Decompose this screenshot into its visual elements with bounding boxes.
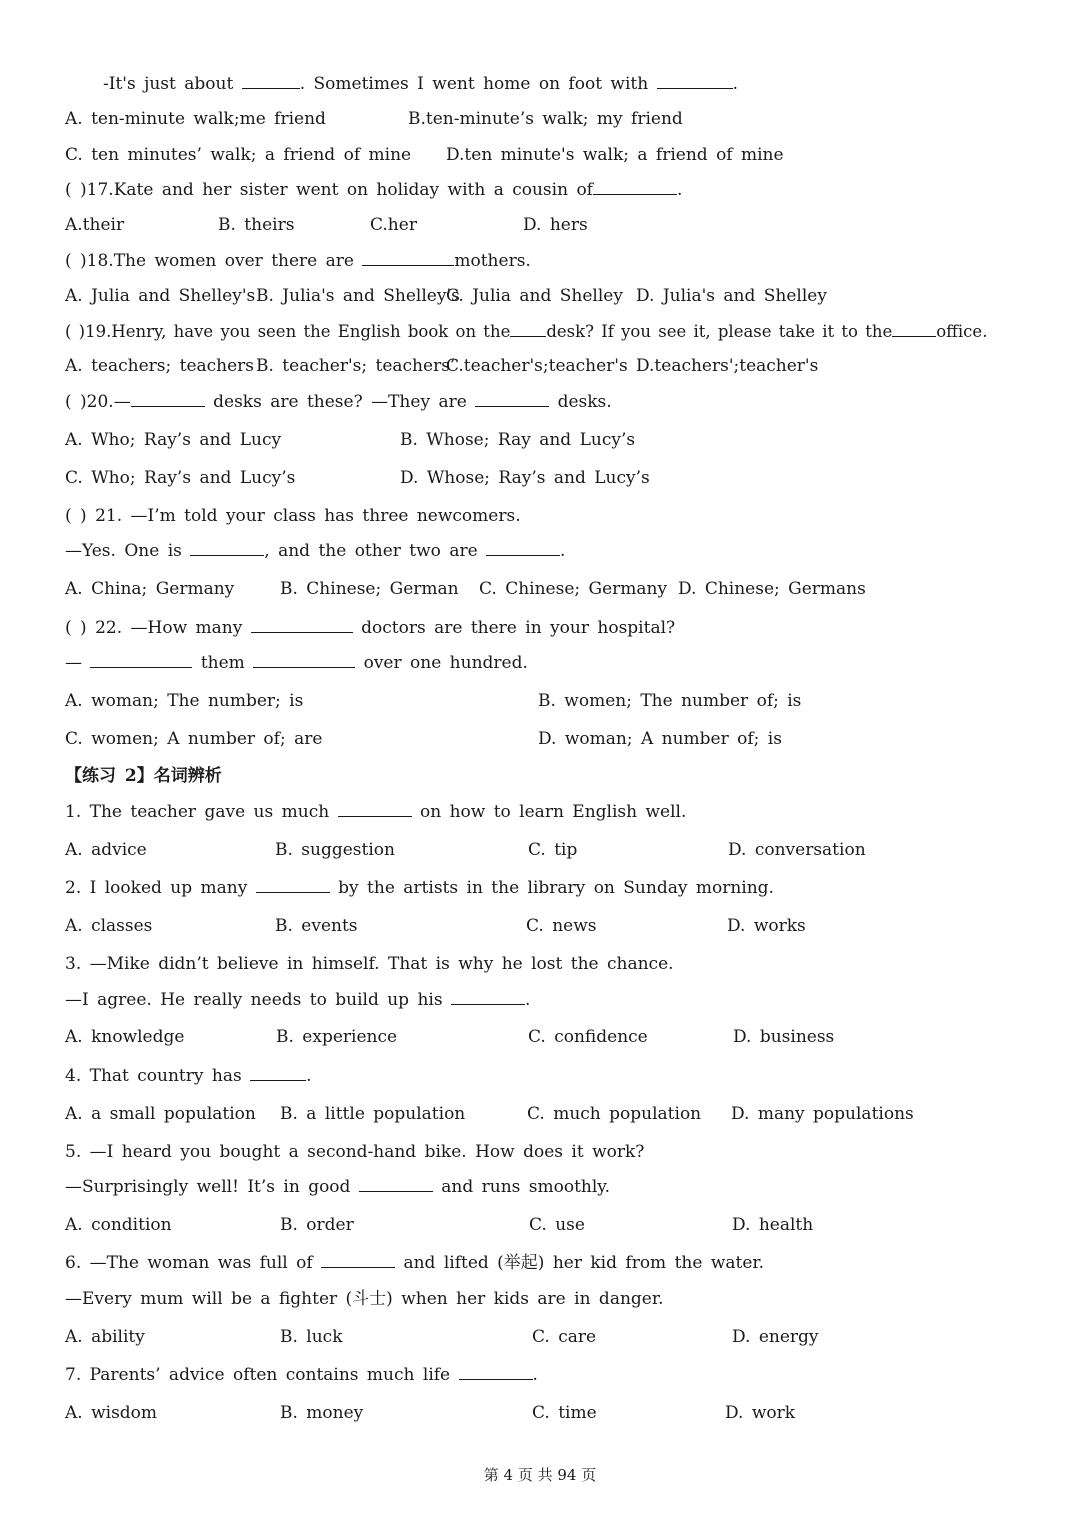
q18-option-a: A. Julia and Shelley's: [65, 286, 256, 306]
q16-option-c: C. ten minutes’ walk; a friend of mine: [65, 145, 412, 165]
answer-blank[interactable]: [593, 180, 677, 195]
q22-stem: ( ) 22. —How many doctors are there in your hospital?: [65, 618, 676, 638]
p1-option-d: D. conversation: [728, 840, 866, 860]
p3-option-c: C. confidence: [528, 1027, 648, 1047]
q20-option-d: D. Whose; Ray’s and Lucy’s: [400, 468, 650, 488]
p1-option-a: A. advice: [65, 840, 147, 860]
q22-option-b: B. women; The number of; is: [538, 691, 802, 711]
p1-option-b: B. suggestion: [275, 840, 395, 860]
p3-reply: —I agree. He really needs to build up his .: [65, 990, 531, 1010]
p6-option-b: B. luck: [280, 1327, 343, 1347]
q21-stem: ( ) 21. —I’m told your class has three newcomers.: [65, 506, 521, 526]
q17-stem: ( )17.Kate and her sister went on holiday with a cousin of .: [65, 180, 683, 200]
answer-blank[interactable]: [338, 802, 412, 817]
p6-option-c: C. care: [532, 1327, 597, 1347]
answer-blank[interactable]: [190, 541, 264, 556]
answer-blank[interactable]: [459, 1365, 533, 1380]
answer-blank[interactable]: [657, 74, 733, 89]
p2-option-b: B. events: [275, 916, 358, 936]
q21-reply: —Yes. One is , and the other two are .: [65, 541, 566, 561]
p7-option-c: C. time: [532, 1403, 597, 1423]
p1-stem: 1. The teacher gave us much on how to learn English well.: [65, 802, 687, 822]
q22-option-d: D. woman; A number of; is: [538, 729, 782, 749]
p3-option-d: D. business: [733, 1027, 835, 1047]
q19-option-d: D.teachers';teacher's: [636, 356, 819, 376]
q17-option-d: D. hers: [523, 215, 588, 235]
page-number-footer: 第 4 页 共 94 页: [483, 1466, 597, 1484]
answer-blank[interactable]: [242, 74, 300, 89]
q17-option-c: C.her: [370, 215, 417, 235]
q19-stem: ( )19.Henry, have you seen the English book on the desk? If you see it, please take it to the office.: [65, 322, 988, 341]
p5-option-b: B. order: [280, 1215, 354, 1235]
answer-blank[interactable]: [250, 1066, 306, 1081]
q16-option-d: D.ten minute's walk; a friend of mine: [446, 145, 784, 165]
q21-option-b: B. Chinese; German: [280, 579, 459, 599]
q21-option-a: A. China; Germany: [65, 579, 235, 599]
p5-stem: 5. —I heard you bought a second-hand bike. How does it work?: [65, 1142, 645, 1162]
answer-blank[interactable]: [256, 878, 330, 893]
answer-blank[interactable]: [362, 251, 454, 266]
q21-option-c: C. Chinese; Germany: [479, 579, 668, 599]
answer-blank[interactable]: [451, 990, 525, 1005]
q22-option-c: C. women; A number of; are: [65, 729, 323, 749]
answer-blank[interactable]: [510, 322, 546, 337]
p7-option-a: A. wisdom: [65, 1403, 158, 1423]
q16-dialogue: -It's just about . Sometimes I went home on foot with .: [103, 74, 739, 94]
q18-option-d: D. Julia's and Shelley: [636, 286, 827, 306]
p3-option-a: A. knowledge: [65, 1027, 185, 1047]
q19-option-c: C.teacher's;teacher's: [446, 356, 628, 376]
p2-option-a: A. classes: [65, 916, 153, 936]
p7-stem: 7. Parents’ advice often contains much life .: [65, 1365, 538, 1385]
q19-option-b: B. teacher's; teachers’: [256, 356, 456, 376]
q17-option-a: A.their: [65, 215, 125, 235]
answer-blank[interactable]: [90, 653, 192, 668]
p4-option-c: C. much population: [527, 1104, 702, 1124]
p4-option-a: A. a small population: [65, 1104, 256, 1124]
q20-option-a: A. Who; Ray’s and Lucy: [65, 430, 282, 450]
p2-stem: 2. I looked up many by the artists in the library on Sunday morning.: [65, 878, 774, 898]
q18-stem: ( )18.The women over there are mothers.: [65, 251, 531, 271]
p2-option-d: D. works: [727, 916, 806, 936]
p4-option-b: B. a little population: [280, 1104, 466, 1124]
q16-option-b: B.ten-minute’s walk; my friend: [408, 109, 683, 129]
answer-blank[interactable]: [475, 392, 549, 407]
q20-option-c: C. Who; Ray’s and Lucy’s: [65, 468, 296, 488]
answer-blank[interactable]: [131, 392, 205, 407]
p1-option-c: C. tip: [528, 840, 578, 860]
q16-option-a: A. ten-minute walk;me friend: [65, 109, 326, 129]
p5-option-d: D. health: [732, 1215, 814, 1235]
q17-option-b: B. theirs: [218, 215, 295, 235]
p5-reply: —Surprisingly well! It’s in good and runs smoothly.: [65, 1177, 611, 1197]
answer-blank[interactable]: [321, 1253, 395, 1268]
answer-blank[interactable]: [486, 541, 560, 556]
q21-option-d: D. Chinese; Germans: [678, 579, 866, 599]
answer-blank[interactable]: [359, 1177, 433, 1192]
p5-option-c: C. use: [529, 1215, 585, 1235]
q20-stem: ( )20.— desks are these? —They are desks.: [65, 392, 612, 412]
q19-option-a: A. teachers; teachers: [65, 356, 255, 376]
q18-option-c: C. Julia and Shelley: [446, 286, 623, 306]
p3-stem: 3. —Mike didn’t believe in himself. That is why he lost the chance.: [65, 954, 674, 974]
q18-option-b: B. Julia's and Shelley's: [256, 286, 460, 306]
answer-blank[interactable]: [251, 618, 353, 633]
p3-option-b: B. experience: [276, 1027, 398, 1047]
answer-blank[interactable]: [253, 653, 355, 668]
p6-reply: —Every mum will be a fighter (斗士) when her kids are in danger.: [65, 1289, 664, 1309]
section-title: 【练习 2】名词辨析: [65, 766, 222, 786]
p4-stem: 4. That country has .: [65, 1066, 312, 1086]
p4-option-d: D. many populations: [731, 1104, 914, 1124]
p7-option-b: B. money: [280, 1403, 364, 1423]
q20-option-b: B. Whose; Ray and Lucy’s: [400, 430, 636, 450]
p6-stem: 6. —The woman was full of and lifted (举起) her kid from the water.: [65, 1253, 765, 1273]
p6-option-d: D. energy: [732, 1327, 819, 1347]
q22-reply: — them over one hundred.: [65, 653, 528, 673]
p2-option-c: C. news: [526, 916, 597, 936]
p5-option-a: A. condition: [65, 1215, 172, 1235]
q22-option-a: A. woman; The number; is: [65, 691, 304, 711]
answer-blank[interactable]: [892, 322, 936, 337]
p7-option-d: D. work: [725, 1403, 796, 1423]
p6-option-a: A. ability: [65, 1327, 145, 1347]
